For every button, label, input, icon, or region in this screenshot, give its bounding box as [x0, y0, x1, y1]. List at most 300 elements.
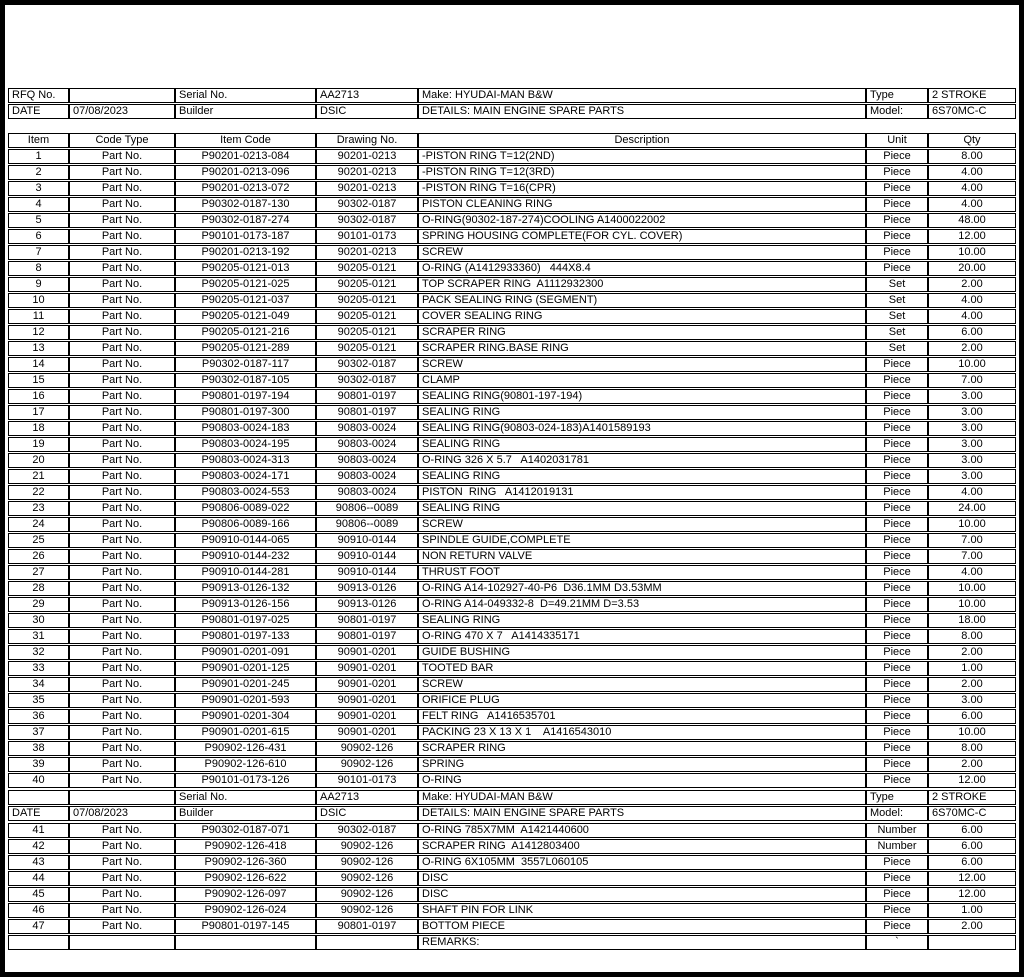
drawing-no-cell: 90913-0126 — [316, 581, 418, 596]
qty-cell: 4.00 — [928, 293, 1016, 308]
rfq-no-label: RFQ No. — [8, 88, 69, 103]
serial-no-label: Serial No. — [175, 790, 316, 805]
qty-cell: 10.00 — [928, 517, 1016, 532]
qty-cell: 10.00 — [928, 357, 1016, 372]
item-code-cell: P90101-0173-187 — [175, 229, 316, 244]
qty-cell: 24.00 — [928, 501, 1016, 516]
drawing-no-cell: 90801-0197 — [316, 613, 418, 628]
unit-cell: Piece — [866, 677, 928, 692]
remarks-empty-qty — [928, 935, 1016, 950]
qty-cell: 12.00 — [928, 773, 1016, 788]
drawing-no-cell: 90901-0201 — [316, 661, 418, 676]
description-cell: SEALING RING(90803-024-183)A1401589193 — [418, 421, 866, 436]
item-cell: 10 — [8, 293, 69, 308]
item-cell: 44 — [8, 871, 69, 886]
item-cell: 8 — [8, 261, 69, 276]
table-row — [8, 597, 1016, 612]
drawing-no-cell: 90302-0187 — [316, 357, 418, 372]
item-code-cell: P90201-0213-072 — [175, 181, 316, 196]
remarks-unit-tick: ` — [866, 935, 928, 950]
item-code-cell: P90302-0187-117 — [175, 357, 316, 372]
item-code-cell: P90302-0187-274 — [175, 213, 316, 228]
table-row — [8, 903, 1016, 918]
code-type-cell: Part No. — [69, 839, 175, 854]
code-type-cell: Part No. — [69, 293, 175, 308]
description-cell: O-RING A14-102927-40-P6 D36.1MM D3.53MM — [418, 581, 866, 596]
qty-cell: 6.00 — [928, 839, 1016, 854]
description-cell: ORIFICE PLUG — [418, 693, 866, 708]
code-type-cell: Part No. — [69, 919, 175, 934]
description-cell: TOP SCRAPER RING A1112932300 — [418, 277, 866, 292]
qty-cell: 2.00 — [928, 919, 1016, 934]
col-header-qty: Qty — [928, 133, 1016, 148]
qty-cell: 6.00 — [928, 823, 1016, 838]
unit-cell: Piece — [866, 613, 928, 628]
code-type-cell: Part No. — [69, 709, 175, 724]
code-type-cell: Part No. — [69, 245, 175, 260]
col-header-drawing-no: Drawing No. — [316, 133, 418, 148]
code-type-cell: Part No. — [69, 469, 175, 484]
description-cell: O-RING 6X105MM 3557L060105 — [418, 855, 866, 870]
table-row — [8, 485, 1016, 500]
drawing-no-cell: 90302-0187 — [316, 823, 418, 838]
code-type-cell: Part No. — [69, 373, 175, 388]
item-code-cell: P90913-0126-156 — [175, 597, 316, 612]
item-code-cell: P90803-0024-183 — [175, 421, 316, 436]
drawing-no-cell: 90806--0089 — [316, 501, 418, 516]
qty-cell: 12.00 — [928, 229, 1016, 244]
table-row — [8, 533, 1016, 548]
drawing-no-cell: 90902-126 — [316, 741, 418, 756]
table-row — [8, 149, 1016, 164]
unit-cell: Piece — [866, 597, 928, 612]
description-cell: SCRAPER RING.BASE RING — [418, 341, 866, 356]
item-cell: 22 — [8, 485, 69, 500]
item-code-cell: P90801-0197-300 — [175, 405, 316, 420]
qty-cell: 12.00 — [928, 871, 1016, 886]
unit-cell: Piece — [866, 855, 928, 870]
code-type-cell: Part No. — [69, 357, 175, 372]
drawing-no-cell: 90902-126 — [316, 903, 418, 918]
description-cell: -PISTON RING T=16(CPR) — [418, 181, 866, 196]
item-cell: 23 — [8, 501, 69, 516]
description-cell: -PISTON RING T=12(3RD) — [418, 165, 866, 180]
qty-cell: 10.00 — [928, 581, 1016, 596]
code-type-cell: Part No. — [69, 261, 175, 276]
item-cell: 29 — [8, 597, 69, 612]
code-type-cell: Part No. — [69, 501, 175, 516]
drawing-no-cell: 90901-0201 — [316, 677, 418, 692]
item-code-cell: P90302-0187-105 — [175, 373, 316, 388]
description-cell: O-RING(90302-187-274)COOLING A1400022002 — [418, 213, 866, 228]
unit-cell: Piece — [866, 773, 928, 788]
code-type-cell: Part No. — [69, 149, 175, 164]
description-cell: BOTTOM PIECE — [418, 919, 866, 934]
qty-cell: 6.00 — [928, 325, 1016, 340]
description-cell: SEALING RING(90801-197-194) — [418, 389, 866, 404]
item-code-cell: P90803-0024-313 — [175, 453, 316, 468]
table-row — [8, 773, 1016, 788]
info-row-date — [8, 104, 1016, 119]
code-type-cell: Part No. — [69, 757, 175, 772]
description-cell: SCRAPER RING — [418, 325, 866, 340]
unit-cell: Piece — [866, 565, 928, 580]
parts-table-page-2 — [8, 822, 1016, 951]
qty-cell: 3.00 — [928, 453, 1016, 468]
unit-cell: Piece — [866, 357, 928, 372]
item-cell: 41 — [8, 823, 69, 838]
table-row — [8, 919, 1016, 934]
table-row — [8, 645, 1016, 660]
qty-cell: 2.00 — [928, 645, 1016, 660]
remarks-label: REMARKS: — [418, 935, 866, 950]
drawing-no-cell: 90910-0144 — [316, 565, 418, 580]
qty-cell: 8.00 — [928, 149, 1016, 164]
item-code-cell: P90910-0144-281 — [175, 565, 316, 580]
code-type-cell: Part No. — [69, 533, 175, 548]
description-cell: PISTON CLEANING RING — [418, 197, 866, 212]
code-type-cell: Part No. — [69, 693, 175, 708]
col-header-item: Item — [8, 133, 69, 148]
code-type-cell: Part No. — [69, 661, 175, 676]
item-code-cell: P90205-0121-289 — [175, 341, 316, 356]
item-cell: 2 — [8, 165, 69, 180]
item-code-cell: P90803-0024-553 — [175, 485, 316, 500]
drawing-no-cell: 90205-0121 — [316, 325, 418, 340]
drawing-no-cell: 90901-0201 — [316, 693, 418, 708]
item-cell: 45 — [8, 887, 69, 902]
qty-cell: 12.00 — [928, 887, 1016, 902]
info-row-rfq — [8, 88, 1016, 103]
drawing-no-cell: 90902-126 — [316, 871, 418, 886]
drawing-no-cell: 90201-0213 — [316, 181, 418, 196]
table-row — [8, 309, 1016, 324]
unit-cell: Piece — [866, 549, 928, 564]
drawing-no-cell: 90801-0197 — [316, 389, 418, 404]
item-code-cell: P90902-126-097 — [175, 887, 316, 902]
date-value: 07/08/2023 — [69, 806, 175, 821]
code-type-cell: Part No. — [69, 309, 175, 324]
drawing-no-cell: 90302-0187 — [316, 213, 418, 228]
model-value: 6S70MC-C — [928, 806, 1016, 821]
qty-cell: 4.00 — [928, 197, 1016, 212]
item-cell: 32 — [8, 645, 69, 660]
unit-cell: Piece — [866, 165, 928, 180]
remarks-empty-item-code — [175, 935, 316, 950]
unit-cell: Number — [866, 839, 928, 854]
description-cell: DISC — [418, 871, 866, 886]
blank-cell — [8, 790, 69, 805]
qty-cell: 4.00 — [928, 485, 1016, 500]
table-row — [8, 887, 1016, 902]
item-cell: 39 — [8, 757, 69, 772]
qty-cell: 20.00 — [928, 261, 1016, 276]
table-row — [8, 629, 1016, 644]
code-type-cell: Part No. — [69, 773, 175, 788]
item-code-cell: P90910-0144-232 — [175, 549, 316, 564]
unit-cell: Piece — [866, 725, 928, 740]
info-row-serial — [8, 790, 1016, 805]
table-row — [8, 453, 1016, 468]
unit-cell: Piece — [866, 485, 928, 500]
item-code-cell: P90901-0201-304 — [175, 709, 316, 724]
item-code-cell: P90201-0213-096 — [175, 165, 316, 180]
description-cell: SCRAPER RING A1412803400 — [418, 839, 866, 854]
unit-cell: Number — [866, 823, 928, 838]
code-type-cell: Part No. — [69, 871, 175, 886]
table-row — [8, 757, 1016, 772]
qty-cell: 3.00 — [928, 389, 1016, 404]
code-type-cell: Part No. — [69, 229, 175, 244]
unit-cell: Set — [866, 341, 928, 356]
unit-cell: Piece — [866, 181, 928, 196]
table-row — [8, 871, 1016, 886]
item-code-cell: P90801-0197-133 — [175, 629, 316, 644]
item-code-cell: P90101-0173-126 — [175, 773, 316, 788]
drawing-no-cell: 90302-0187 — [316, 197, 418, 212]
remarks-row — [8, 935, 1016, 950]
description-cell: O-RING 326 X 5.7 A1402031781 — [418, 453, 866, 468]
details-value: DETAILS: MAIN ENGINE SPARE PARTS — [418, 806, 866, 821]
drawing-no-cell: 90803-0024 — [316, 437, 418, 452]
item-code-cell: P90205-0121-025 — [175, 277, 316, 292]
item-cell: 3 — [8, 181, 69, 196]
description-cell: O-RING 470 X 7 A1414335171 — [418, 629, 866, 644]
drawing-no-cell: 90101-0173 — [316, 773, 418, 788]
unit-cell: Piece — [866, 709, 928, 724]
col-header-item-code: Item Code — [175, 133, 316, 148]
table-row — [8, 373, 1016, 388]
item-cell: 16 — [8, 389, 69, 404]
unit-cell: Piece — [866, 887, 928, 902]
description-cell: SPINDLE GUIDE,COMPLETE — [418, 533, 866, 548]
table-row — [8, 181, 1016, 196]
qty-cell: 3.00 — [928, 693, 1016, 708]
unit-cell: Piece — [866, 661, 928, 676]
item-code-cell: P90901-0201-245 — [175, 677, 316, 692]
code-type-cell: Part No. — [69, 213, 175, 228]
item-code-cell: P90205-0121-216 — [175, 325, 316, 340]
remarks-empty-code-type — [69, 935, 175, 950]
drawing-no-cell: 90205-0121 — [316, 277, 418, 292]
item-code-cell: P90902-126-418 — [175, 839, 316, 854]
code-type-cell: Part No. — [69, 597, 175, 612]
item-cell: 46 — [8, 903, 69, 918]
code-type-cell: Part No. — [69, 453, 175, 468]
drawing-no-cell: 90205-0121 — [316, 309, 418, 324]
item-cell: 19 — [8, 437, 69, 452]
description-cell: CLAMP — [418, 373, 866, 388]
table-row — [8, 709, 1016, 724]
drawing-no-cell: 90901-0201 — [316, 725, 418, 740]
description-cell: SEALING RING — [418, 613, 866, 628]
qty-cell: 4.00 — [928, 565, 1016, 580]
item-cell: 7 — [8, 245, 69, 260]
table-row — [8, 341, 1016, 356]
item-code-cell: P90913-0126-132 — [175, 581, 316, 596]
unit-cell: Piece — [866, 421, 928, 436]
item-cell: 30 — [8, 613, 69, 628]
description-cell: SPRING — [418, 757, 866, 772]
unit-cell: Piece — [866, 245, 928, 260]
item-code-cell: P90901-0201-125 — [175, 661, 316, 676]
col-header-code-type: Code Type — [69, 133, 175, 148]
item-code-cell: P90302-0187-130 — [175, 197, 316, 212]
drawing-no-cell: 90801-0197 — [316, 629, 418, 644]
blank-cell — [69, 790, 175, 805]
code-type-cell: Part No. — [69, 887, 175, 902]
qty-cell: 8.00 — [928, 741, 1016, 756]
qty-cell: 1.00 — [928, 661, 1016, 676]
item-code-cell: P90801-0197-025 — [175, 613, 316, 628]
item-cell: 12 — [8, 325, 69, 340]
unit-cell: Piece — [866, 261, 928, 276]
code-type-cell: Part No. — [69, 629, 175, 644]
table-row — [8, 823, 1016, 838]
type-label: Type — [866, 88, 928, 103]
drawing-no-cell: 90201-0213 — [316, 149, 418, 164]
qty-cell: 4.00 — [928, 309, 1016, 324]
description-cell: SEALING RING — [418, 405, 866, 420]
model-value: 6S70MC-C — [928, 104, 1016, 119]
qty-cell: 3.00 — [928, 421, 1016, 436]
unit-cell: Piece — [866, 645, 928, 660]
description-cell: FELT RING A1416535701 — [418, 709, 866, 724]
code-type-cell: Part No. — [69, 277, 175, 292]
drawing-no-cell: 90302-0187 — [316, 373, 418, 388]
qty-cell: 6.00 — [928, 855, 1016, 870]
rfq-info-header-mid — [8, 789, 1016, 822]
description-cell: SHAFT PIN FOR LINK — [418, 903, 866, 918]
item-cell: 47 — [8, 919, 69, 934]
unit-cell: Piece — [866, 213, 928, 228]
qty-cell: 1.00 — [928, 903, 1016, 918]
code-type-cell: Part No. — [69, 903, 175, 918]
parts-table-page-1 — [8, 132, 1016, 789]
col-header-description: Description — [418, 133, 866, 148]
description-cell: PISTON RING A1412019131 — [418, 485, 866, 500]
description-cell: DISC — [418, 887, 866, 902]
description-cell: SCREW — [418, 357, 866, 372]
item-cell: 17 — [8, 405, 69, 420]
qty-cell: 10.00 — [928, 245, 1016, 260]
drawing-no-cell: 90801-0197 — [316, 405, 418, 420]
item-code-cell: P90910-0144-065 — [175, 533, 316, 548]
qty-cell: 2.00 — [928, 277, 1016, 292]
table-row — [8, 213, 1016, 228]
code-type-cell: Part No. — [69, 341, 175, 356]
item-code-cell: P90902-126-610 — [175, 757, 316, 772]
type-label: Type — [866, 790, 928, 805]
builder-value: DSIC — [316, 104, 418, 119]
table-row — [8, 741, 1016, 756]
description-cell: SCREW — [418, 677, 866, 692]
document-top-margin — [8, 8, 1016, 87]
item-cell: 28 — [8, 581, 69, 596]
table-row — [8, 421, 1016, 436]
drawing-no-cell: 90902-126 — [316, 887, 418, 902]
item-cell: 20 — [8, 453, 69, 468]
drawing-no-cell: 90901-0201 — [316, 709, 418, 724]
table-row — [8, 613, 1016, 628]
unit-cell: Piece — [866, 741, 928, 756]
table-row — [8, 389, 1016, 404]
unit-cell: Piece — [866, 757, 928, 772]
drawing-no-cell: 90201-0213 — [316, 245, 418, 260]
qty-cell: 3.00 — [928, 405, 1016, 420]
table-row — [8, 437, 1016, 452]
item-cell: 40 — [8, 773, 69, 788]
rfq-info-header-top — [8, 87, 1016, 120]
item-code-cell: P90205-0121-037 — [175, 293, 316, 308]
table-row — [8, 245, 1016, 260]
drawing-no-cell: 90902-126 — [316, 855, 418, 870]
col-header-unit: Unit — [866, 133, 928, 148]
unit-cell: Piece — [866, 581, 928, 596]
qty-cell: 18.00 — [928, 613, 1016, 628]
item-code-cell: P90302-0187-071 — [175, 823, 316, 838]
table-row — [8, 405, 1016, 420]
item-cell: 36 — [8, 709, 69, 724]
item-code-cell: P90901-0201-593 — [175, 693, 316, 708]
unit-cell: Piece — [866, 501, 928, 516]
qty-cell: 7.00 — [928, 373, 1016, 388]
qty-cell: 10.00 — [928, 725, 1016, 740]
date-label: DATE — [8, 104, 69, 119]
code-type-cell: Part No. — [69, 485, 175, 500]
item-cell: 15 — [8, 373, 69, 388]
description-cell: O-RING A14-049332-8 D=49.21MM D=3.53 — [418, 597, 866, 612]
qty-cell: 3.00 — [928, 469, 1016, 484]
description-cell: PACKING 23 X 13 X 1 A1416543010 — [418, 725, 866, 740]
unit-cell: Piece — [866, 229, 928, 244]
table-row — [8, 325, 1016, 340]
serial-no-value: AA2713 — [316, 88, 418, 103]
drawing-no-cell: 90101-0173 — [316, 229, 418, 244]
item-cell: 1 — [8, 149, 69, 164]
code-type-cell: Part No. — [69, 855, 175, 870]
code-type-cell: Part No. — [69, 613, 175, 628]
qty-cell: 2.00 — [928, 677, 1016, 692]
unit-cell: Piece — [866, 629, 928, 644]
item-code-cell: P90901-0201-091 — [175, 645, 316, 660]
drawing-no-cell: 90902-126 — [316, 839, 418, 854]
code-type-cell: Part No. — [69, 389, 175, 404]
make-value: Make: HYUDAI-MAN B&W — [418, 88, 866, 103]
info-row-date — [8, 806, 1016, 821]
table-row — [8, 725, 1016, 740]
item-cell: 9 — [8, 277, 69, 292]
item-cell: 4 — [8, 197, 69, 212]
type-value: 2 STROKE — [928, 88, 1016, 103]
item-cell: 11 — [8, 309, 69, 324]
qty-cell: 4.00 — [928, 181, 1016, 196]
description-cell: SEALING RING — [418, 437, 866, 452]
serial-no-label: Serial No. — [175, 88, 316, 103]
item-code-cell: P90806-0089-166 — [175, 517, 316, 532]
code-type-cell: Part No. — [69, 549, 175, 564]
unit-cell: Set — [866, 277, 928, 292]
item-cell: 27 — [8, 565, 69, 580]
drawing-no-cell: 90803-0024 — [316, 485, 418, 500]
item-code-cell: P90205-0121-013 — [175, 261, 316, 276]
drawing-no-cell: 90803-0024 — [316, 469, 418, 484]
description-cell: COVER SEALING RING — [418, 309, 866, 324]
code-type-cell: Part No. — [69, 437, 175, 452]
item-cell: 21 — [8, 469, 69, 484]
unit-cell: Piece — [866, 919, 928, 934]
description-cell: NON RETURN VALVE — [418, 549, 866, 564]
